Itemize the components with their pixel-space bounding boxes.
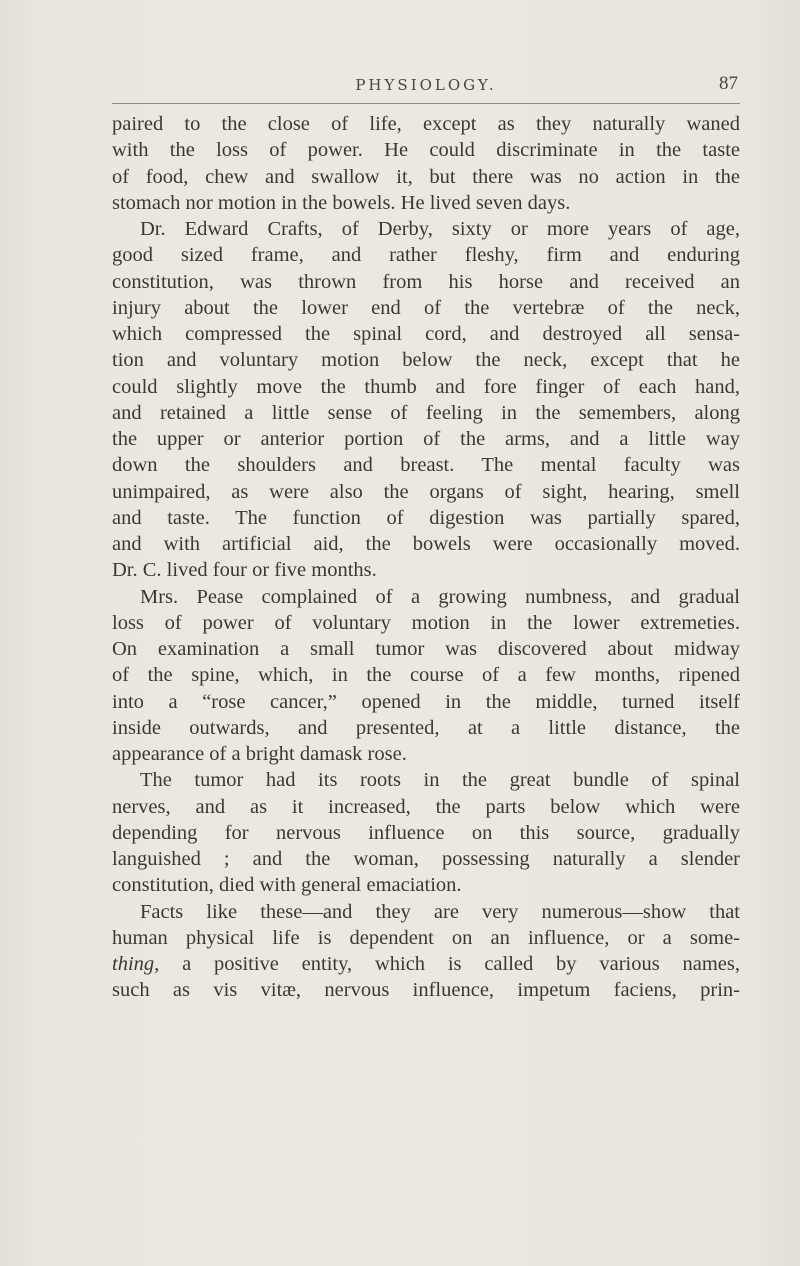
text-line: loss of power of voluntary motion in the lower extremeties. <box>112 611 740 634</box>
body-text <box>112 111 740 1004</box>
text-line: human physical life is dependent on an influence, or a some- <box>112 926 740 949</box>
text-line: down the shoulders and breast. The mental faculty was <box>112 454 740 477</box>
text-line: Facts like these—and they are very numerous—show that <box>140 900 740 923</box>
header-rule <box>112 103 740 104</box>
page-number: 87 <box>719 73 738 94</box>
text-line: inside outwards, and presented, at a little distance, the <box>112 716 740 739</box>
italic-word: thing, <box>112 953 160 975</box>
text-line: Dr. Edward Crafts, of Derby, sixty or more years of age, <box>140 218 740 240</box>
text-line: injury about the lower end of the vertebræ of the neck, <box>112 296 740 319</box>
text-line: constitution, was thrown from his horse and received an <box>112 270 740 293</box>
text-line: such as vis vitæ, nervous influence, impetum faciens, prin- <box>112 979 740 1002</box>
text-line: which compressed the spinal cord, and destroyed all sensa- <box>112 323 740 345</box>
text-line: and with artificial aid, the bowels were occasionally moved. <box>112 533 740 555</box>
text-line <box>112 951 740 977</box>
line-remainder: a positive entity, which is called by various names, <box>159 953 740 975</box>
running-head: PHYSIOLOGY. <box>355 76 497 94</box>
text-line: Dr. C. lived four or five months. <box>112 559 377 582</box>
text-line: constitution, died with general emaciation. <box>112 874 462 897</box>
text-line: depending for nervous influence on this source, gradually <box>112 821 740 844</box>
text-line: could slightly move the thumb and fore finger of each hand, <box>112 375 740 398</box>
text-line: On examination a small tumor was discovered about midway <box>112 638 740 660</box>
page-header <box>112 73 740 104</box>
text-line: languished ; and the woman, possessing naturally a slender <box>112 848 740 870</box>
text-line: and retained a little sense of feeling in the semembers, along <box>112 401 740 424</box>
text-line: Mrs. Pease complained of a growing numbness, and gradual <box>140 585 740 608</box>
text-line: with the loss of power. He could discriminate in the taste <box>112 139 740 162</box>
text-line: the upper or anterior portion of the arms, and a little way <box>112 428 740 450</box>
text-line: nerves, and as it increased, the parts below which were <box>112 795 740 818</box>
text-line: appearance of a bright damask rose. <box>112 743 407 765</box>
text-line: paired to the close of life, except as they naturally waned <box>112 113 740 135</box>
text-line: of food, chew and swallow it, but there was no action in the <box>112 165 740 188</box>
text-line: of the spine, which, in the course of a few months, ripened <box>112 664 740 687</box>
text-line: into a “rose cancer,” opened in the middle, turned itself <box>112 690 740 713</box>
text-line: and taste. The function of digestion was partially spared, <box>112 506 740 529</box>
text-line: unimpaired, as were also the organs of sight, hearing, smell <box>112 480 740 503</box>
text-line: The tumor had its roots in the great bundle of spinal <box>140 769 740 792</box>
text-line: tion and voluntary motion below the neck, except that he <box>112 349 740 372</box>
text-line: stomach nor motion in the bowels. He lived seven days. <box>112 191 571 214</box>
text-line: good sized frame, and rather fleshy, firm and enduring <box>112 244 740 267</box>
